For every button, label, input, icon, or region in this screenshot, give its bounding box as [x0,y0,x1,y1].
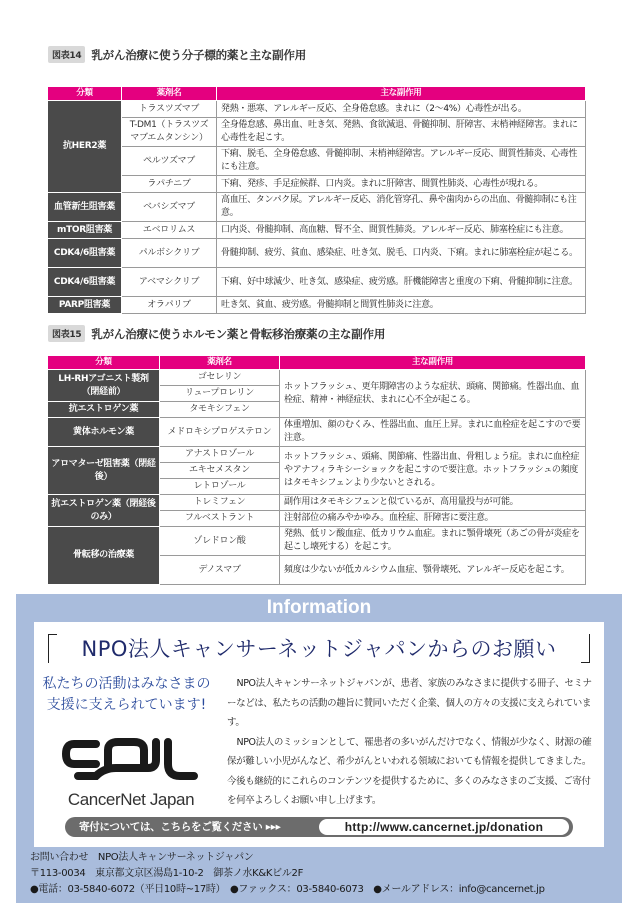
table-row [48,118,586,147]
table-row [48,176,586,193]
information-title: Information [266,597,372,618]
table-row [48,147,586,176]
category-cell: PARP阻害薬 [48,297,122,314]
header-drug: 薬剤名 [122,87,217,101]
effects-cell: 発熱、低リン酸血症、低カリウム血症。まれに顎骨壊死（あごの骨が炎症を起こし壊死する）を起こす。 [280,527,586,556]
table-row [48,268,586,297]
effects-cell: ホットフラッシュ、頭痛、関節痛、性器出血、骨粗しょう症。まれに血栓症やアナフィラキシーショックを起こすので要注意。ホットフラッシュの頻度はタモキシフェンより少ないとされる。 [280,447,586,495]
info-body [227,674,595,811]
drug-cell: フルベストラント [160,511,280,527]
information-card [34,622,604,847]
drug-cell: タモキシフェン [160,402,280,418]
tagline-line-1: 私たちの活動はみなさまの [42,676,211,692]
effects-cell: 全身倦怠感、鼻出血、吐き気、発熱、食欲減退、骨髄抑制、肝障害、末梢神経障害。まれに心毒性を起こす。 [217,118,586,147]
drug-cell: ゾレドロン酸 [160,527,280,556]
drug-cell: ベバシズマブ [122,193,217,222]
donation-label: 寄付については、こちらをご覧ください ▸▸▸ [79,821,281,833]
drug-cell: ゴセレリン [160,370,280,386]
effects-cell: 体重増加、顔のむくみ、性器出血、血圧上昇。まれに血栓症を起こすので要注意。 [280,418,586,447]
cnj-logo-icon [56,732,206,790]
table-row [48,418,586,447]
table-row [48,239,586,268]
table-row [48,370,586,386]
effects-cell: 発熱・悪寒、アレルギー反応、全身倦怠感。まれに（2～4%）心毒性が出る。 [217,101,586,118]
category-cell: 抗HER2薬 [48,101,122,193]
info-heading-text: NPO法人キャンサーネットジャパンからのお願い [81,637,557,661]
drug-cell: エキセメスタン [160,463,280,479]
category-cell: アロマターゼ阻害薬（閉経後） [48,447,160,495]
header-category: 分類 [48,356,160,370]
drug-cell: ペルツズマブ [122,147,217,176]
drug-cell: ラパチニブ [122,176,217,193]
category-cell: CDK4/6阻害薬 [48,239,122,268]
figure-15-badge: 図表15 [48,325,85,342]
table-row [48,527,586,556]
drug-cell: アベマシクリブ [122,268,217,297]
cancernet-logo [56,732,206,822]
category-cell: 血管新生阻害薬 [48,193,122,222]
effects-cell: 吐き気、貧血、疲労感。骨髄抑制と間質性肺炎に注意。 [217,297,586,314]
effects-cell: 副作用はタモキシフェンと似ているが、高用量投与が可能。 [280,495,586,511]
table-row [48,447,586,463]
drug-cell: メドロキシプロゲステロン [160,418,280,447]
effects-cell: 高血圧、タンパク尿。アレルギー反応、消化管穿孔、鼻や歯肉からの出血、骨髄抑制にも注意。 [217,193,586,222]
contact-line-1: お問い合わせ NPO法人キャンサーネットジャパン [30,852,254,863]
donation-link[interactable]: http://www.cancernet.jp/donation [319,819,569,835]
effects-cell: 口内炎、骨髄抑制、高血糖、腎不全、間質性肺炎。アレルギー反応、肺塞栓症にも注意。 [217,222,586,239]
table-header-row [48,87,586,101]
effects-cell: 頻度は少ないが低カルシウム血症、顎骨壊死、アレルギー反応を起こす。 [280,556,586,585]
category-cell: LH-RHアゴニスト製剤（閉経前） [48,370,160,402]
contact-line-2: 〒113-0034 東京都文京区湯島1-10-2 御茶ノ水K&Kビル2F [30,868,304,879]
figure-15-heading [48,325,385,342]
drug-cell: アナストロゾール [160,447,280,463]
header-category: 分類 [48,87,122,101]
header-drug: 薬剤名 [160,356,280,370]
drug-cell: トラスツズマブ [122,101,217,118]
effects-cell: 下痢、脱毛、全身倦怠感、骨髄抑制、末梢神経障害。アレルギー反応、間質性肺炎、心毒性にも注意。 [217,147,586,176]
drug-cell: デノスマブ [160,556,280,585]
table-row [48,495,586,511]
contact-info [30,850,610,898]
figure-15-title: 乳がん治療に使うホルモン薬と骨転移治療薬の主な副作用 [91,326,386,341]
drug-cell: トレミフェン [160,495,280,511]
category-cell: CDK4/6阻害薬 [48,268,122,297]
drug-cell: レトロゾール [160,479,280,495]
figure-14-badge: 図表14 [48,46,85,63]
info-paragraph-1: NPO法人キャンサーネットジャパンが、患者、家族のみなさまに提供する冊子、セミナーなどは、私たちの活動の趣旨に賛同いただく企業、個人の方々の支援に支えられています。 [227,678,592,728]
table-header-row [48,356,586,370]
effects-cell: 注射部位の痛みやかゆみ。血栓症、肝障害に要注意。 [280,511,586,527]
tagline-line-2: 支援に支えられています! [46,697,207,713]
contact-line-3: ●電話：03-5840-6072（平日10時~17時） ●ファックス：03-5840-6073 ●メールアドレス：info@cancernet.jp [30,884,545,895]
drug-cell: エベロリムス [122,222,217,239]
table-row [48,193,586,222]
category-cell: 抗エストロゲン薬（閉経後のみ） [48,495,160,527]
effects-cell: 骨髄抑制、疲労、貧血、感染症、吐き気、脱毛、口内炎、下痢。まれに肺塞栓症が起こる。 [217,239,586,268]
figure-14-heading [48,46,306,63]
figure-15-table [47,355,586,585]
logo-text: CancerNet Japan [67,790,195,809]
table-row [48,222,586,239]
tagline [34,674,219,716]
table-row [48,101,586,118]
category-cell: 黄体ホルモン薬 [48,418,160,447]
effects-cell: 下痢、好中球減少、吐き気、感染症、疲労感。肝機能障害と重度の下痢、骨髄抑制に注意。 [217,268,586,297]
effects-cell: 下痢、発疹、手足症候群、口内炎。まれに肝障害、間質性肺炎、心毒性が現れる。 [217,176,586,193]
info-paragraph-2: NPO法人のミッションとして、罹患者の多いがんだけでなく、情報が少なく、財源の確保が難しい小児がんなど、希少がんといわれる領域においても情報を提供してきました。今後も継続的にこれらのコンテンツを提供するために、多くのみなさまのご支援、ご寄付を何卒よろしくお願い申し上げます。 [227,736,592,806]
figure-14-title: 乳がん治療に使う分子標的薬と主な副作用 [91,47,307,62]
drug-cell: T-DM1（トラスツズマブエムタンシン） [122,118,217,147]
header-effects: 主な副作用 [217,87,586,101]
table-row [48,297,586,314]
information-panel [16,594,622,903]
drug-cell: パルボシクリブ [122,239,217,268]
category-cell: mTOR阻害薬 [48,222,122,239]
category-cell: 骨転移の治療薬 [48,527,160,585]
drug-cell: リュープロレリン [160,386,280,402]
info-heading [48,634,590,664]
effects-cell: ホットフラッシュ、更年期障害のような症状、頭痛、関節痛。性器出血、血栓症、精神・神経症状、まれに心不全が起こる。 [280,370,586,418]
drug-cell: オラパリブ [122,297,217,314]
header-effects: 主な副作用 [280,356,586,370]
figure-14-table [47,86,586,314]
category-cell: 抗エストロゲン薬 [48,402,160,418]
donation-bar [65,817,573,837]
